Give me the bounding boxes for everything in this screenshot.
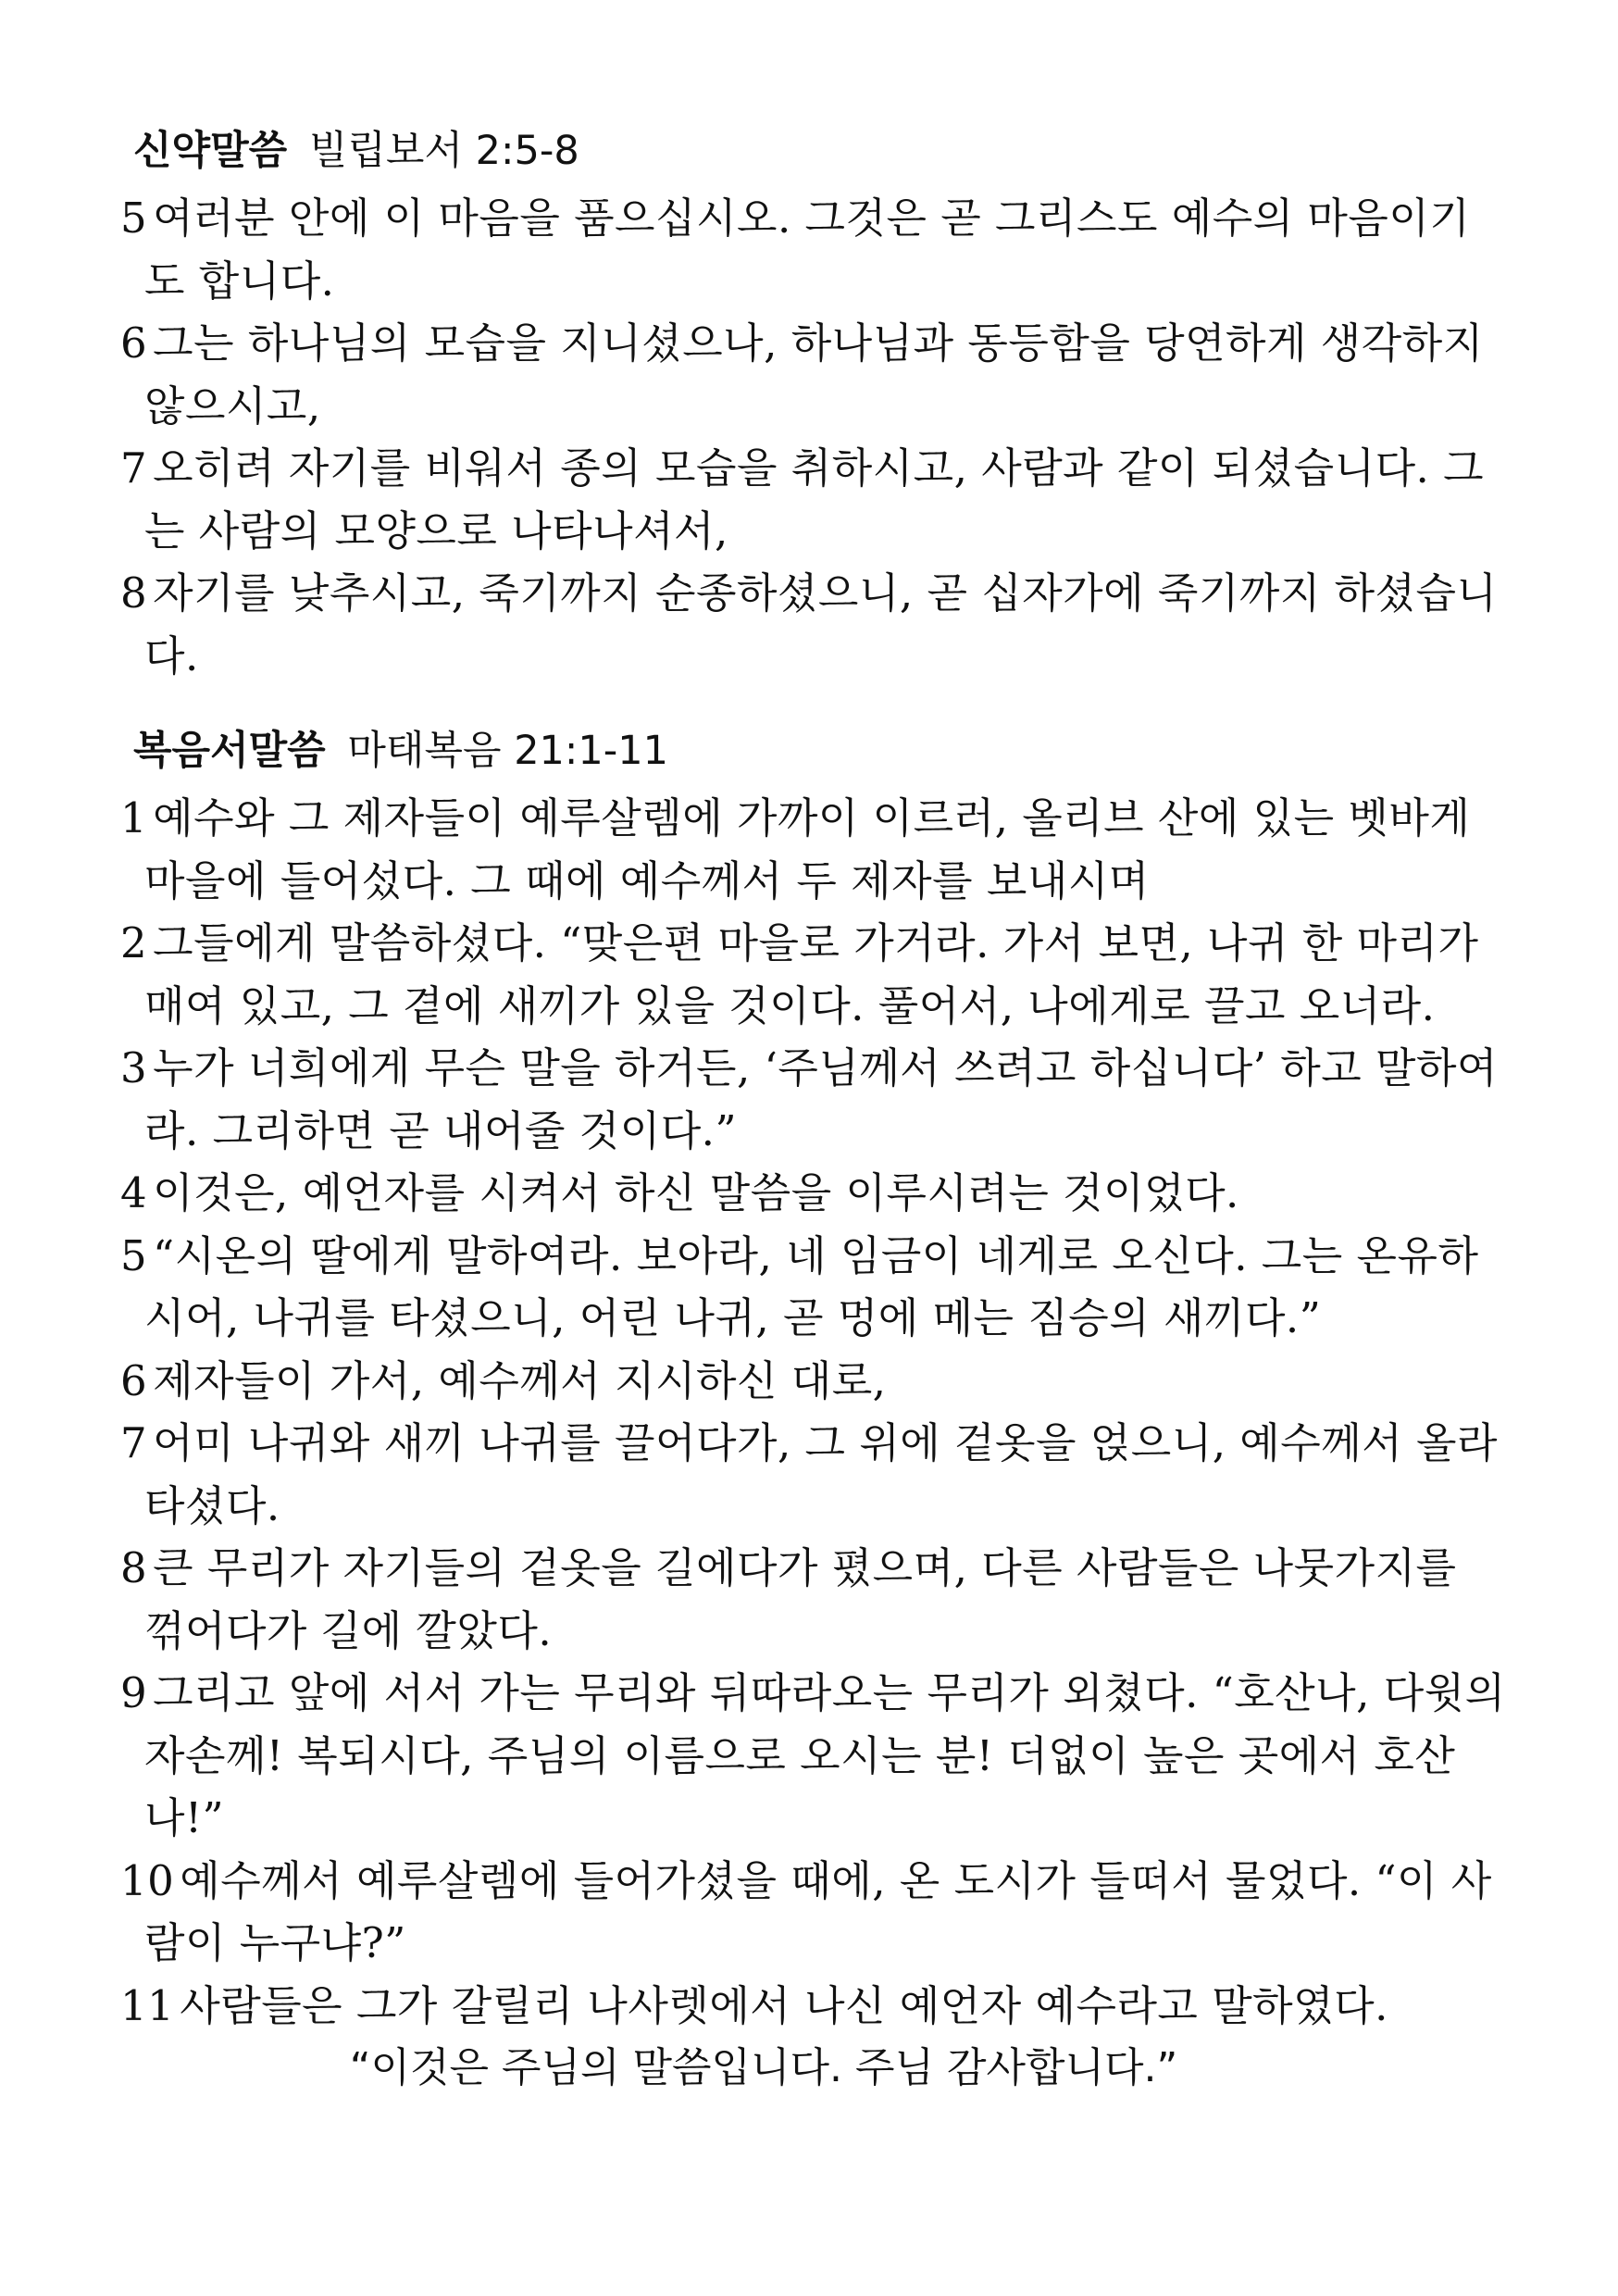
verse-text: 그들에게 말씀하셨다. “맞은편 마을로 가거라. 가서 보면, 나귀 한 마리가 매여 있고, 그 곁에 새끼가 있을 것이다. 풀어서, 나에게로 끌고 오너라. [144,918,1479,1030]
verse-text: 사람들은 그가 갈릴리 나사렛에서 나신 예언자 예수라고 말하였다. [180,1980,1388,2030]
gospel-verse [120,1225,1509,1350]
verse-number: 10 [120,1855,175,1905]
gospel-verse [120,1037,1509,1162]
verse-number: 8 [120,568,148,618]
epistle-verse [120,187,1509,312]
verse-number: 9 [120,1668,148,1717]
verse-number: 5 [120,193,148,243]
epistle-verses [120,187,1509,687]
gospel-label: 복음서말씀 [133,728,326,774]
verse-text: 자기를 낮추시고, 죽기까지 순종하셨으니, 곧 십자가에 죽기까지 하셨습니다. [144,568,1498,680]
gospel-verse [120,1537,1509,1662]
verse-number: 6 [120,1355,148,1405]
gospel-heading [133,718,1509,783]
verse-number: 7 [120,443,148,493]
verse-text: 오히려 자기를 비워서 종의 모습을 취하시고, 사람과 같이 되셨습니다. 그는 사람의 모양으로 나타나셔서, [144,443,1485,555]
verse-number: 6 [120,318,148,368]
epistle-label: 신약말씀 [133,128,288,174]
verse-number: 2 [120,918,148,967]
verse-text: 여러분 안에 이 마음을 품으십시오. 그것은 곧 그리스도 예수의 마음이기도 합니다. [144,193,1471,306]
verse-text: 그리고 앞에 서서 가는 무리와 뒤따라오는 무리가 외쳤다. “호산나, 다윗의 자손께! 복되시다, 주님의 이름으로 오시는 분! 더없이 높은 곳에서 호산나!” [144,1668,1506,1842]
verse-number: 4 [120,1168,148,1217]
epistle-heading [133,119,1509,183]
verse-number: 1 [120,793,148,842]
epistle-verse [120,562,1509,687]
verse-text: “시온의 딸에게 말하여라. 보아라, 네 임금이 네게로 오신다. 그는 온유하시어, 나귀를 타셨으니, 어린 나귀, 곧 멍에 메는 짐승의 새끼다.” [144,1230,1479,1342]
closing-declaration: “이것은 주님의 말씀입니다. 주님 감사합니다.” [349,2044,1178,2091]
gospel-reference: 마태복음 21:1-11 [347,728,668,774]
epistle-reference: 빌립보서 2:5-8 [308,128,579,174]
verse-text: 누가 너희에게 무슨 말을 하거든, ‘주님께서 쓰려고 하십니다’ 하고 말하여라. 그리하면 곧 내어줄 것이다.” [144,1043,1498,1155]
gospel-verses [120,787,1509,2037]
section-gap [120,687,1509,718]
verse-text: 예수께서 예루살렘에 들어가셨을 때에, 온 도시가 들떠서 물었다. “이 사람이 누구냐?” [144,1855,1492,1967]
reading-page [120,119,1509,2100]
gospel-verse [120,1350,1509,1413]
gospel-verse [120,1412,1509,1537]
gospel-verse [120,1662,1509,1850]
epistle-verse [120,312,1509,437]
verse-number: 5 [120,1230,148,1280]
verse-number: 8 [120,1543,148,1592]
gospel-verse [120,1162,1509,1225]
gospel-verse [120,787,1509,912]
epistle-verse [120,437,1509,562]
verse-text: 어미 나귀와 새끼 나귀를 끌어다가, 그 위에 겉옷을 얹으니, 예수께서 올라타셨다. [144,1418,1498,1530]
verse-text: 예수와 그 제자들이 예루살렘에 가까이 이르러, 올리브 산에 있는 벳바게 마을에 들어섰다. 그 때에 예수께서 두 제자를 보내시며 [144,793,1471,905]
verse-text: 큰 무리가 자기들의 겉옷을 길에다가 폈으며, 다른 사람들은 나뭇가지를 꺾어다가 길에 깔았다. [144,1543,1457,1655]
gospel-verse [120,1975,1509,2038]
gospel-verse [120,912,1509,1037]
gospel-verse [120,1850,1509,1975]
verse-text: 이것은, 예언자를 시켜서 하신 말씀을 이루시려는 것이었다. [153,1168,1239,1217]
verse-number: 11 [120,1980,175,2030]
verse-text: 그는 하나님의 모습을 지니셨으나, 하나님과 동등함을 당연하게 생각하지 않으시고, [144,318,1484,430]
verse-number: 3 [120,1043,148,1092]
verse-number: 7 [120,1418,148,1467]
verse-text: 제자들이 가서, 예수께서 지시하신 대로, [153,1355,887,1405]
